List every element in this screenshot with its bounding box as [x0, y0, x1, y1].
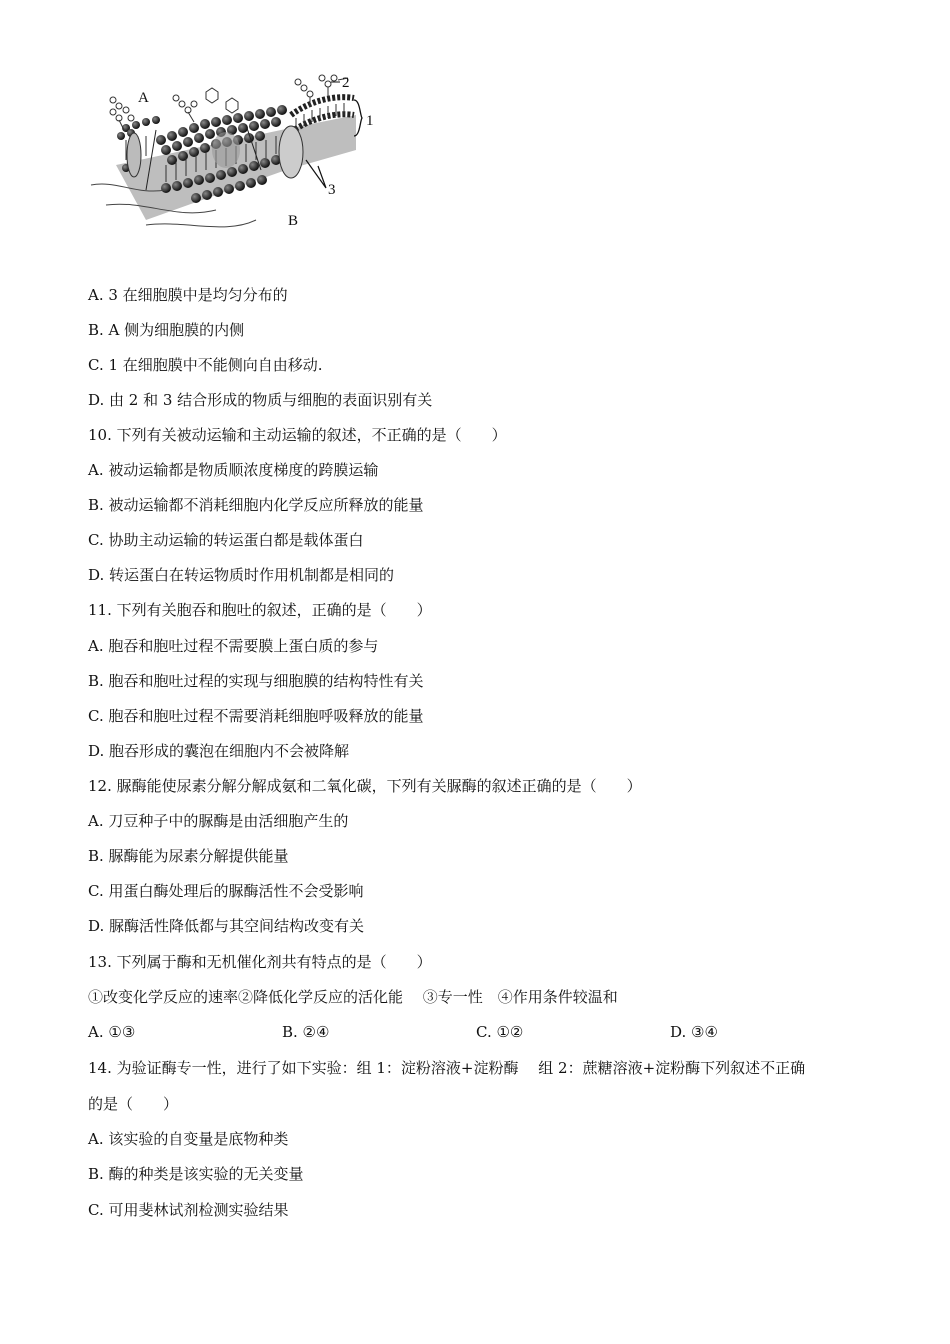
cell-membrane-figure: [86, 70, 386, 245]
label-2: 2: [342, 75, 350, 91]
q13-option-a: A. ①③: [88, 1023, 136, 1041]
label-1: 1: [366, 113, 374, 129]
q12-option-c: C. 用蛋白酶处理后的脲酶活性不会受影响: [88, 882, 364, 900]
q11-stem: 11. 下列有关胞吞和胞吐的叙述，正确的是（ ）: [88, 601, 432, 619]
q12-option-b: B. 脲酶能为尿素分解提供能量: [88, 847, 289, 865]
q11-option-a: A. 胞吞和胞吐过程不需要膜上蛋白质的参与: [88, 637, 379, 655]
q9-option-b: B. A 侧为细胞膜的内侧: [88, 321, 245, 339]
q10-stem: 10. 下列有关被动运输和主动运输的叙述，不正确的是（ ）: [88, 426, 507, 444]
q11-option-c: C. 胞吞和胞吐过程不需要消耗细胞呼吸释放的能量: [88, 707, 424, 725]
q10-option-a: A. 被动运输都是物质顺浓度梯度的跨膜运输: [88, 461, 379, 479]
q14-option-a: A. 该实验的自变量是底物种类: [88, 1130, 289, 1148]
q12-option-a: A. 刀豆种子中的脲酶是由活细胞产生的: [88, 812, 349, 830]
q14-option-c: C. 可用斐林试剂检测实验结果: [88, 1201, 289, 1219]
q9-option-d: D. 由 2 和 3 结合形成的物质与细胞的表面识别有关: [88, 391, 433, 409]
q9-option-c: C. 1 在细胞膜中不能侧向自由移动.: [88, 356, 323, 374]
q10-option-c: C. 协助主动运输的转运蛋白都是载体蛋白: [88, 531, 364, 549]
q13-items: ①改变化学反应的速率②降低化学反应的活化能 ③专一性 ④作用条件较温和: [88, 988, 618, 1006]
q12-option-d: D. 脲酶活性降低都与其空间结构改变有关: [88, 917, 365, 935]
label-3: 3: [328, 182, 336, 198]
q11-option-b: B. 胞吞和胞吐过程的实现与细胞膜的结构特性有关: [88, 672, 424, 690]
label-B: B: [288, 213, 299, 229]
q11-option-d: D. 胞吞形成的囊泡在细胞内不会被降解: [88, 742, 350, 760]
q14-option-b: B. 酶的种类是该实验的无关变量: [88, 1165, 304, 1183]
q9-option-a: A. 3 在细胞膜中是均匀分布的: [88, 286, 288, 304]
q13-stem: 13. 下列属于酶和无机催化剂共有特点的是（ ）: [88, 953, 432, 971]
q13-options-row: [88, 1022, 808, 1042]
label-A: A: [138, 90, 149, 106]
q10-option-b: B. 被动运输都不消耗细胞内化学反应所释放的能量: [88, 496, 424, 514]
cell-membrane-diagram: [86, 70, 386, 245]
q13-option-d: D. ③④: [670, 1023, 718, 1041]
q13-option-b: B. ②④: [282, 1023, 330, 1041]
q10-option-d: D. 转运蛋白在转运物质时作用机制都是相同的: [88, 566, 395, 584]
q14-stem-line1: 14. 为验证酶专一性，进行了如下实验：组 1：淀粉溶液+淀粉酶 组 2：蔗糖溶液+淀粉酶下列叙述不正确: [88, 1059, 806, 1077]
q13-option-c: C. ①②: [476, 1023, 524, 1041]
q12-stem: 12. 脲酶能使尿素分解分解成氨和二氧化碳，下列有关脲酶的叙述正确的是（ ）: [88, 777, 642, 795]
q14-stem-line2: 的是（ ）: [88, 1095, 179, 1113]
